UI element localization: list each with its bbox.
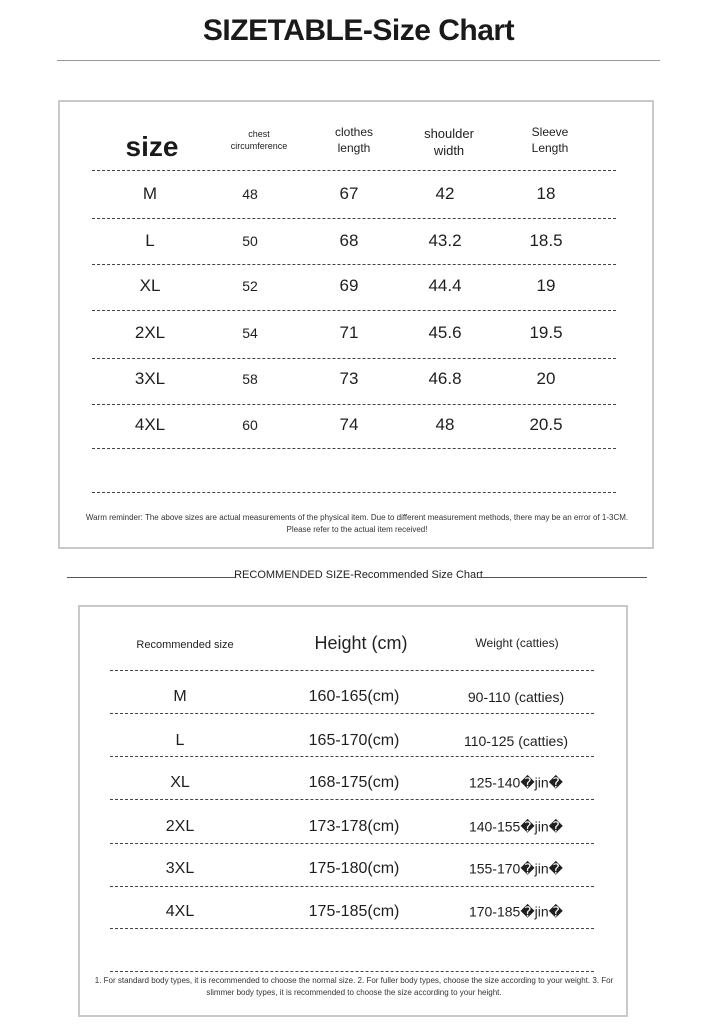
cell-sleeve: 20 — [536, 369, 556, 388]
cell-height: 168-175(cm) — [308, 774, 400, 791]
header-length-line2: length — [337, 140, 371, 155]
cell-size: XL — [170, 774, 190, 791]
cell-size: L — [145, 231, 155, 250]
cell-shoulder: 44.4 — [428, 276, 462, 295]
header-shoulder-line2: width — [433, 142, 465, 158]
cell-size: 2XL — [165, 818, 195, 835]
cell-sleeve: 19.5 — [529, 323, 563, 342]
section-rule-right — [478, 577, 647, 578]
header-chest-line2: circumference — [230, 140, 288, 151]
row-divider — [92, 448, 616, 449]
row-divider — [92, 170, 616, 171]
cell-length: 71 — [339, 323, 359, 342]
recommended-table-card — [78, 605, 628, 1017]
size-table-card — [58, 100, 654, 549]
header-weight: Weight (catties) — [475, 636, 559, 650]
section-label: RECOMMENDED SIZE-Recommended Size Chart — [234, 569, 483, 581]
cell-shoulder: 45.6 — [428, 323, 462, 342]
warm-reminder-note: Warm reminder: The above sizes are actual measurements of the physical item. Due to different measurement methods, there may be an error of 1-3CM. Please refer to the actual item received! — [85, 513, 629, 534]
cell-length: 69 — [339, 276, 359, 295]
cell-size: L — [175, 732, 185, 749]
cell-height: 173-178(cm) — [308, 818, 400, 835]
cell-size: 4XL — [134, 415, 166, 434]
cell-height: 165-170(cm) — [308, 732, 400, 749]
row-divider — [92, 358, 616, 359]
cell-sleeve: 18.5 — [529, 231, 563, 250]
cell-length: 73 — [339, 369, 359, 388]
row-divider — [92, 218, 616, 219]
cell-chest: 52 — [242, 278, 258, 294]
cell-weight: 90-110 (catties) — [467, 689, 565, 705]
row-divider — [110, 670, 594, 671]
cell-shoulder: 43.2 — [428, 231, 462, 250]
cell-weight: 140-155�jin� — [468, 818, 564, 835]
row-divider — [110, 799, 594, 800]
header-height: Height (cm) — [314, 633, 408, 653]
cell-weight: 125-140�jin� — [468, 774, 564, 791]
cell-length: 67 — [339, 184, 359, 203]
row-divider — [110, 886, 594, 887]
cell-size: 2XL — [134, 323, 166, 342]
title-divider — [57, 60, 660, 61]
cell-chest: 48 — [242, 186, 258, 202]
cell-size: XL — [139, 276, 161, 295]
cell-size: 3XL — [165, 860, 195, 877]
row-divider — [92, 492, 616, 493]
header-length — [335, 125, 373, 156]
cell-weight: 110-125 (catties) — [463, 733, 569, 749]
header-sleeve-line1: Sleeve — [531, 125, 569, 139]
row-divider — [92, 310, 616, 311]
header-chest — [231, 129, 288, 152]
row-divider — [92, 404, 616, 405]
cell-shoulder: 42 — [435, 184, 455, 203]
row-divider — [92, 264, 616, 265]
cell-chest: 50 — [242, 233, 258, 249]
cell-height: 175-185(cm) — [308, 903, 400, 920]
row-divider — [110, 843, 594, 844]
cell-weight: 155-170�jin� — [468, 860, 564, 877]
page-title: SIZETABLE-Size Chart — [202, 14, 515, 47]
cell-height: 175-180(cm) — [308, 860, 400, 877]
header-sleeve — [532, 125, 569, 156]
cell-shoulder: 48 — [435, 415, 455, 434]
cell-size: 4XL — [165, 903, 195, 920]
cell-height: 160-165(cm) — [308, 688, 400, 705]
recommendation-note: 1. For standard body types, it is recommended to choose the normal size. 2. For fuller body types, choose the size according to your weight. 3. For slimmer body types, it is recommended to choose the size according to your height. — [94, 976, 614, 997]
cell-chest: 54 — [242, 325, 258, 341]
row-divider — [110, 971, 594, 972]
header-size: size — [125, 131, 179, 162]
cell-chest: 60 — [242, 417, 258, 433]
header-shoulder-line1: shoulder — [424, 126, 474, 141]
row-divider — [110, 756, 594, 757]
cell-shoulder: 46.8 — [428, 369, 462, 388]
cell-sleeve: 19 — [536, 276, 556, 295]
cell-sleeve: 20.5 — [529, 415, 563, 434]
cell-weight: 170-185�jin� — [468, 903, 564, 920]
header-shoulder — [424, 126, 474, 160]
cell-size: M — [142, 184, 158, 203]
header-length-line1: clothes — [334, 125, 374, 139]
cell-size: 3XL — [134, 369, 166, 388]
cell-sleeve: 18 — [536, 184, 556, 203]
row-divider — [110, 713, 594, 714]
cell-length: 68 — [339, 231, 359, 250]
header-chest-line1: chest — [248, 129, 270, 139]
row-divider — [110, 928, 594, 929]
cell-chest: 58 — [242, 371, 258, 387]
header-recommended-size: Recommended size — [136, 639, 234, 651]
header-sleeve-line2: Length — [531, 140, 569, 155]
cell-length: 74 — [339, 415, 359, 434]
cell-size: M — [173, 688, 187, 705]
